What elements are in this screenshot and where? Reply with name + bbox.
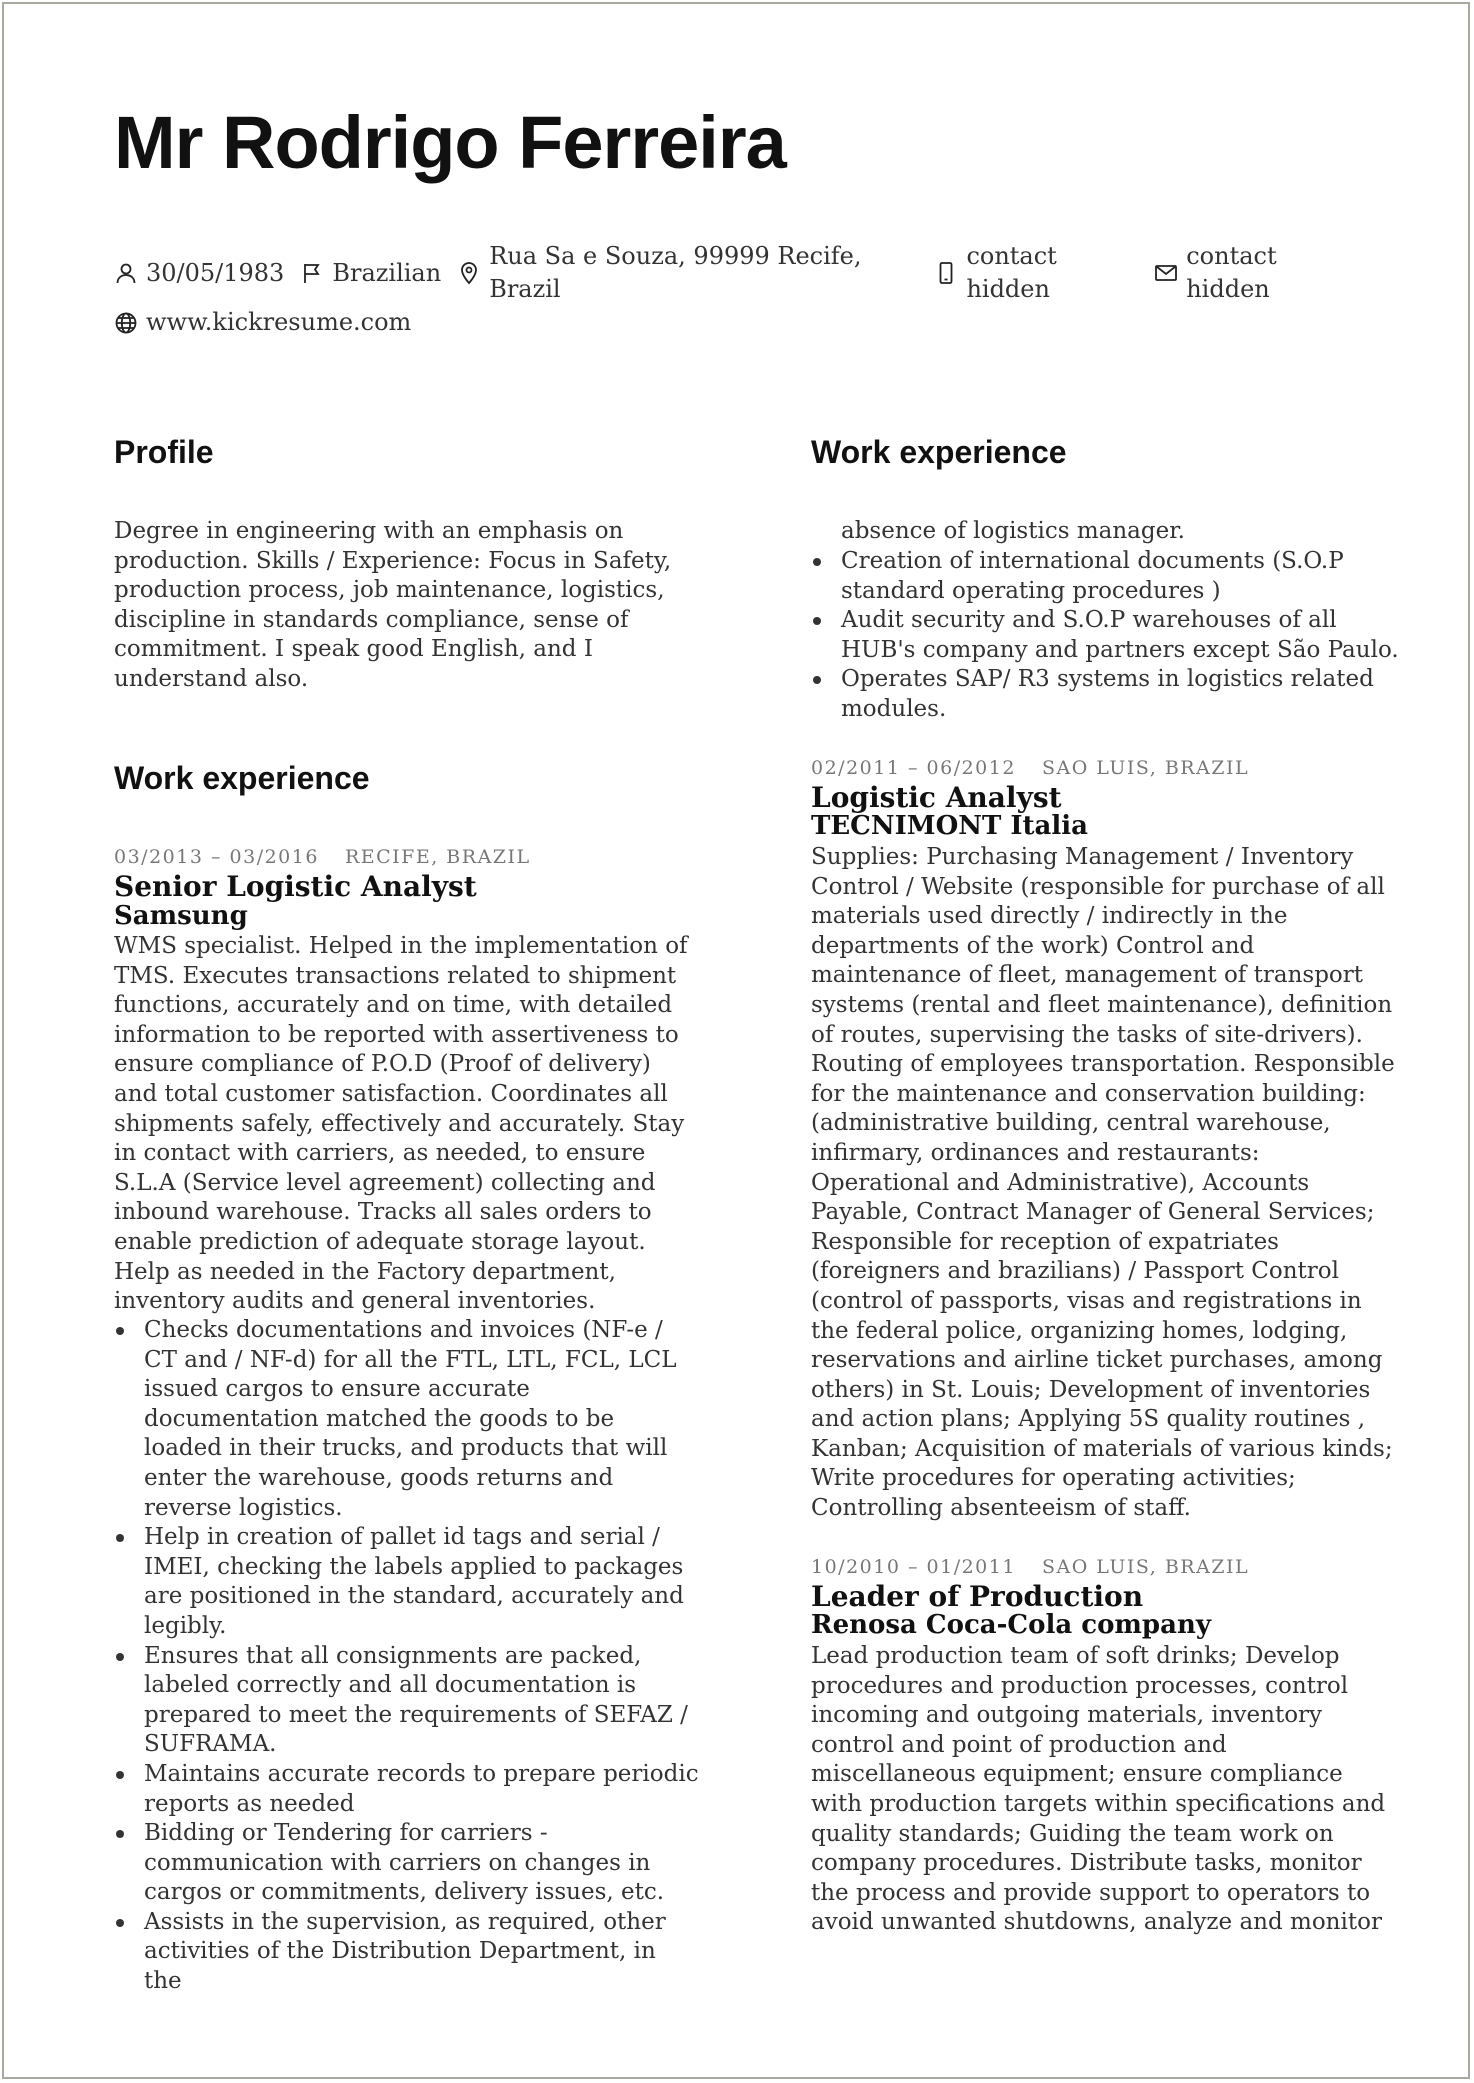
continued-bullet: Audit security and S.O.P warehouses of all HUB's company and partners except São Paulo. [841,606,1406,665]
job2-location: SAO LUIS, BRAZIL [1041,757,1250,779]
job3-meta [811,1556,1249,1578]
job1-description: WMS specialist. Helped in the implementation of TMS. Executes transactions related to shipment functions, accurately and on time, with detailed information to be reported with assertiveness to ensure compliance of P.O.D (Proof of delivery) and total customer satisfaction. Coordinates all shipments safely, effectively and accurately. Stay in contact with carriers, as needed, to ensure S.L.A (Service level agreement) collecting and inbound warehouse. Tracks all sales orders to enable prediction of adequate storage layout. Help as needed in the Factory department, inventory audits and general inventories. [114,933,688,1315]
continued-text: absence of logistics manager. [841,518,1185,544]
job2-dates: 02/2011 – 06/2012 [811,757,1016,779]
nationality-item [300,257,441,290]
continued-bullet-list [811,547,1406,725]
envelope-icon [1154,261,1178,285]
job1-bullet: Bidding or Tendering for carriers - communication with carriers on changes in cargos or commitments, delivery issues, etc. [144,1819,699,1908]
job3-location: SAO LUIS, BRAZIL [1041,1556,1250,1578]
website-item[interactable] [114,306,411,339]
globe-icon [114,311,138,335]
job2-description: Supplies: Purchasing Management / Inventory Control / Website (responsible for purchase of all materials used directly / indirectly in the departments of the work) Control and maintenance of fleet, management of transport systems (rental and fleet maintenance), definition of routes, supervising the tasks of site-drivers). Routing of employees transportation. Responsible for the maintenance and conservation building: (administrative building, central warehouse, infirmary, ordinances and restaurants: Operational and Administrative), Accounts Payable, Contract Manager of General Services; Responsible for reception of expatriates (foreigners and brazilians) / Passport Control (control of passports, visas and registrations in the federal police, organizing homes, lodging, reservations and airline ticket purchases, among others) in St. Louis; Development of inventories and action plans; Applying 5S quality routines , Kanban; Acquisition of materials of various kinds; Write procedures for operating activities; Controlling absenteeism of staff. [811,844,1395,1522]
contact-info [114,240,1374,339]
phone-item [934,240,1138,306]
address-item [457,240,918,306]
job3-description: Lead production team of soft drinks; Develop procedures and production processes, control incoming and outgoing materials, inventory control and point of production and miscellaneous equipment; ensure compliance with production targets within specifications and quality standards; Guiding the team work on company procedures. Distribute tasks, monitor the process and provide support to operators to avoid unwanted shutdowns, analyze and monitor [811,1643,1386,1936]
work-experience-heading-left: Work experience [114,760,370,796]
job3-company: Renosa Coca-Cola company [811,1610,1211,1640]
continued-bullet: Creation of international documents (S.O.P standard operating procedures ) [841,547,1406,606]
job2-company: TECNIMONT Italia [811,811,1088,841]
continued-bullet: Operates SAP/ R3 systems in logistics related modules. [841,665,1406,724]
profile-text: Degree in engineering with an emphasis on production. Skills / Experience: Focus in Safety, production process, job maintenance, logistics, discipline in standards compliance, sense of commitment. I speak good English, and I understand also. [114,518,672,692]
job1-location: RECIFE, BRAZIL [344,846,531,868]
job3-title: Leader of Production [811,1580,1144,1613]
job3-dates: 10/2010 – 01/2011 [811,1556,1016,1578]
birthdate-text: 30/05/1983 [146,258,285,287]
work-experience-heading-right: Work experience [811,434,1067,470]
job1-bullet: Ensures that all consignments are packed, labeled correctly and all documentation is prepared to meet the requirements of SEFAZ / SUFRAMA. [144,1642,699,1760]
location-pin-icon [457,261,481,285]
contact-row-2 [114,306,1374,339]
job1-bullet-list [114,1316,699,1997]
nationality-text: Brazilian [332,258,442,287]
job1-title: Senior Logistic Analyst [114,870,477,903]
phone-text: contact hidden [966,242,1057,303]
phone-icon [934,261,958,285]
contact-row-1 [114,240,1374,306]
website-link[interactable]: www.kickresume.com [146,308,412,336]
birthdate-item [114,257,284,290]
person-icon [114,261,138,285]
candidate-name: Mr Rodrigo Ferreira [114,101,786,184]
address-text: Rua Sa e Souza, 99999 Recife, Brazil [489,242,862,303]
job1-bullet: Maintains accurate records to prepare periodic reports as needed [144,1760,699,1819]
profile-heading: Profile [114,434,214,470]
job1-meta [114,846,531,868]
email-text: contact hidden [1186,242,1277,303]
job1-bullet: Help in creation of pallet id tags and serial / IMEI, checking the labels applied to packages are positioned in the standard, accurately and legibly. [144,1523,699,1641]
job1-dates: 03/2013 – 03/2016 [114,846,319,868]
job1-bullet: Assists in the supervision, as required, other activities of the Distribution Department, in the [144,1908,699,1997]
job1-company: Samsung [114,901,248,931]
job2-meta [811,757,1249,779]
job1-bullet: Checks documentations and invoices (NF-e / CT and / NF-d) for all the FTL, LTL, FCL, LCL issued cargos to ensure accurate documentation matched the goods to be loaded in their trucks, and products that will enter the warehouse, goods returns and reverse logistics. [144,1316,699,1523]
flag-icon [300,261,324,285]
job2-title: Logistic Analyst [811,781,1062,814]
email-item [1154,240,1358,306]
